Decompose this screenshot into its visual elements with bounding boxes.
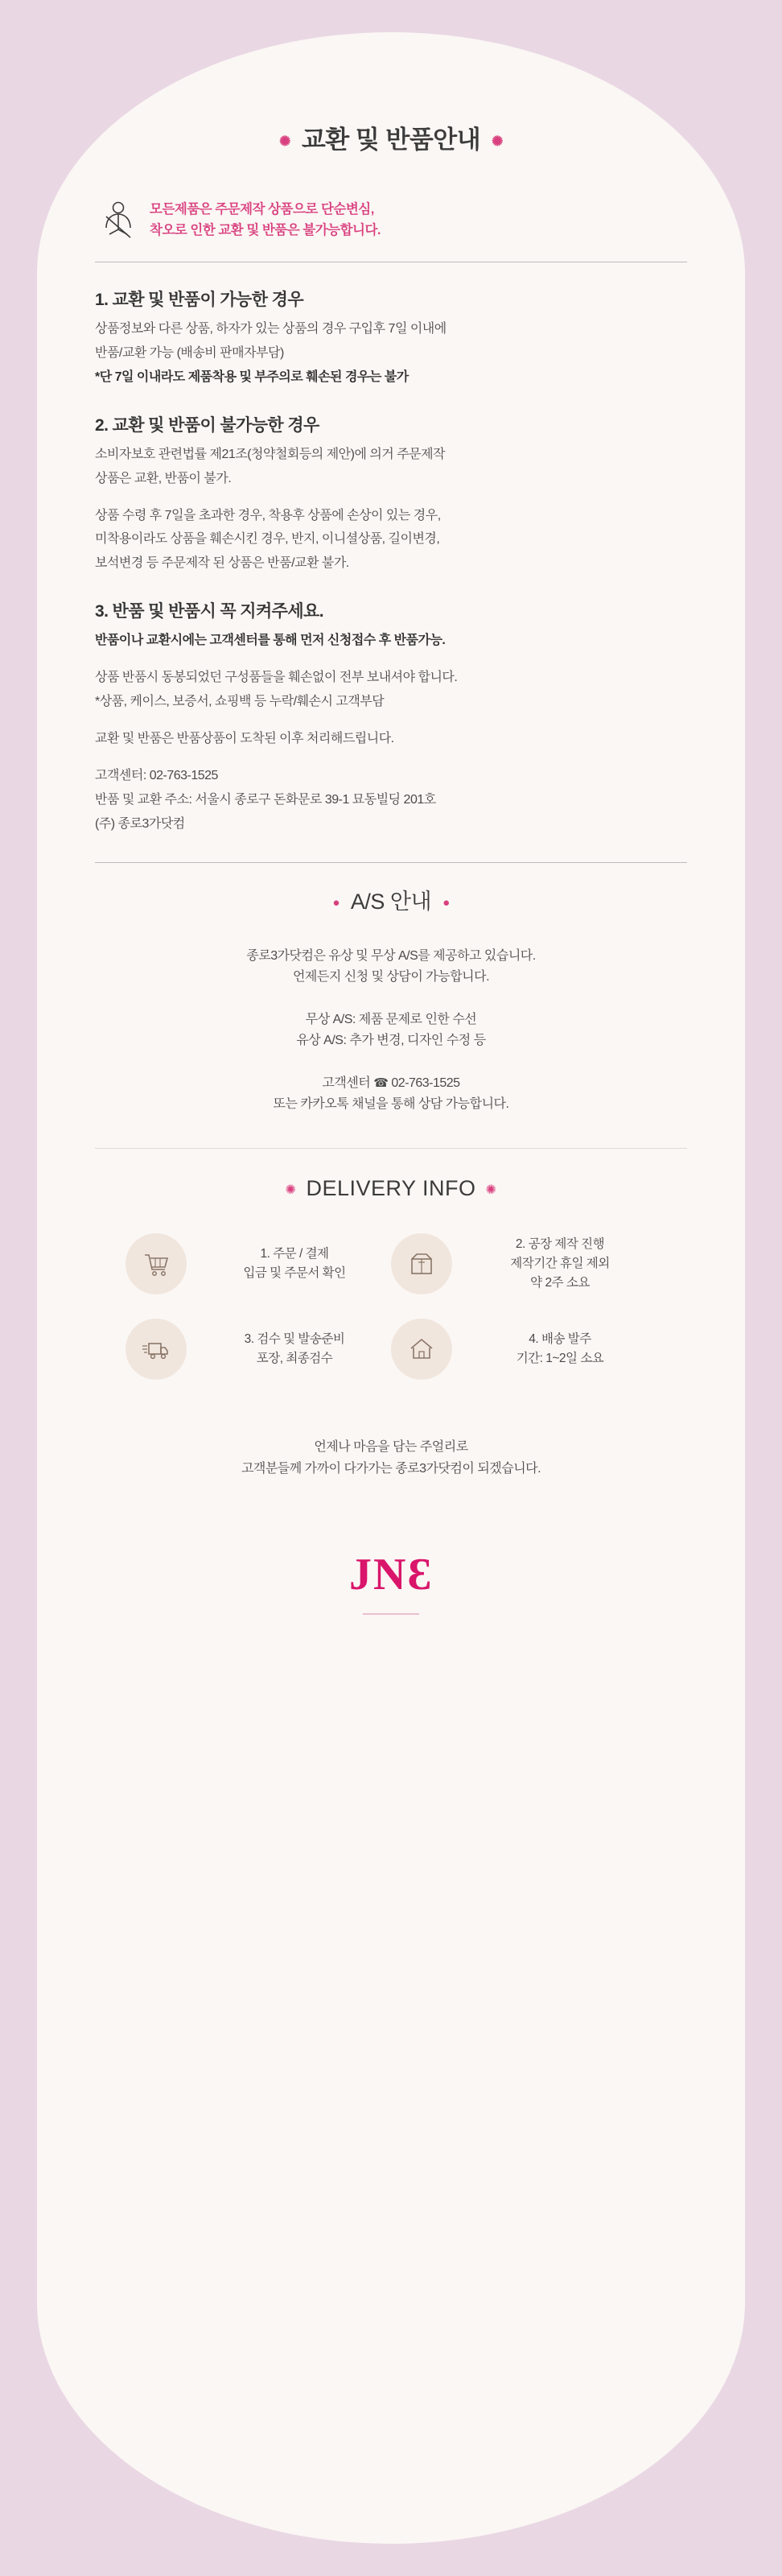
section-2-line-1: 소비자보호 관련법률 제21조(청약철회등의 제안)에 의거 주문제작 (95, 447, 446, 461)
section-2-line-4: 미착용이라도 상품을 훼손시킨 경우, 반지, 이니셜상품, 길이변경, (95, 532, 440, 547)
delivery-step-2-line-2: 제작기간 휴일 제외 (510, 1256, 610, 1270)
section-2-line-2: 상품은 교환, 반품이 불가. (95, 471, 232, 485)
delivery-steps-row-2 (95, 1319, 687, 1380)
as-g2-line-2: 유상 A/S: 추가 변경, 디자인 수정 등 (296, 1034, 486, 1048)
as-contact-phone: 02-763-1525 (391, 1075, 460, 1090)
delivery-title (95, 1176, 687, 1201)
section-1-line-3: *단 7일 이내라도 제품착용 및 부주의로 훼손된 경우는 불가 (95, 369, 409, 384)
delivery-steps (95, 1233, 687, 1380)
decor-left-icon: ✺ (279, 133, 290, 149)
box-icon (391, 1233, 452, 1294)
as-g2-line-1: 무상 A/S: 제품 문제로 인한 수선 (305, 1012, 477, 1026)
section-1-heading: 1. 교환 및 반품이 가능한 경우 (95, 291, 304, 309)
brand-logo-container (95, 1549, 687, 1615)
delivery-step-1-line-2: 입금 및 주문서 확인 (243, 1265, 346, 1280)
delivery-step-4-line-2: 기간: 1~2일 소요 (516, 1351, 604, 1365)
decor-right-icon: ✺ (492, 133, 503, 149)
page-title-text: 교환 및 반품안내 (301, 126, 481, 154)
delivery-step-3-line-1: 3. 검수 및 발송준비 (244, 1331, 345, 1346)
shopping-cart-icon (126, 1233, 187, 1294)
closing-line-2: 고객분들께 가까이 다가가는 종로3가닷컴이 되겠습니다. (241, 1462, 541, 1476)
as-g1-line-1: 종로3가닷컴은 유상 및 무상 A/S를 제공하고 있습니다. (246, 948, 536, 963)
no-exchange-person-icon (95, 197, 142, 244)
delivery-steps-row-1 (95, 1233, 687, 1294)
section-3-line-4: 교환 및 반품은 반품상품이 도착된 이후 처리해드립니다. (95, 731, 394, 745)
as-group-2 (95, 1009, 687, 1052)
delivery-step-2-line-3: 약 2주 소요 (530, 1275, 590, 1290)
as-body (95, 946, 687, 1116)
delivery-title-text: DELIVERY INFO (306, 1175, 476, 1200)
section-3-line-1: 반품이나 교환시에는 고객센터를 통해 먼저 신청접수 후 반품가능. (95, 634, 446, 648)
notice-line-2: 착오로 인한 교환 및 반품은 불가능합니다. (150, 223, 381, 237)
divider-as (95, 862, 687, 863)
truck-icon (126, 1319, 187, 1380)
delivery-step-2-text (463, 1235, 656, 1293)
decor-delivery-right-icon: ✺ (485, 1183, 497, 1197)
section-3-line-2: 상품 반품시 동봉되었던 구성품들을 훼손없이 전부 보내셔야 합니다. (95, 671, 458, 685)
delivery-step-3-line-2: 포장, 최종검수 (256, 1351, 333, 1365)
delivery-step-1-line-1: 1. 주문 / 결제 (260, 1246, 329, 1261)
delivery-step-4 (391, 1319, 656, 1380)
section-2-heading: 2. 교환 및 반품이 불가능한 경우 (95, 415, 319, 435)
closing-line-1: 언제나 마음을 담는 주얼리로 (314, 1439, 468, 1454)
delivery-step-1-text (198, 1245, 391, 1283)
section-3-heading: 3. 반품 및 반품시 꼭 지켜주세요. (95, 602, 323, 621)
delivery-step-1 (126, 1233, 391, 1294)
section-2-line-3: 상품 수령 후 7일을 초과한 경우, 착용후 상품에 손상이 있는 경우, (95, 508, 441, 522)
telephone-icon: ☎ (373, 1075, 389, 1090)
closing-message (95, 1436, 687, 1480)
notice-line-1: 모든제품은 주문제작 상품으로 단순변심, (150, 202, 374, 217)
as-group-3 (95, 1073, 687, 1116)
decor-delivery-left-icon: ✺ (285, 1183, 297, 1197)
delivery-step-4-text (463, 1330, 656, 1368)
section-1-line-2: 반품/교환 가능 (배송비 판매자부담) (95, 345, 284, 360)
content-container (95, 0, 687, 1615)
return-address-line-1: 반품 및 교환 주소: 서울시 종로구 돈화문로 39-1 묘동빌딩 201호 (95, 792, 436, 807)
as-g3-line-2: 또는 카카오톡 채널을 통해 상담 가능합니다. (273, 1097, 509, 1112)
section-1-line-1: 상품정보와 다른 상품, 하자가 있는 상품의 경우 구입후 7일 이내에 (95, 322, 447, 336)
delivery-step-4-line-1: 4. 배송 발주 (529, 1331, 591, 1346)
divider-delivery (95, 1148, 687, 1149)
as-title (95, 884, 687, 915)
decor-as-right-icon: ● (442, 895, 450, 910)
page-title (95, 0, 687, 155)
home-icon (391, 1319, 452, 1380)
as-g1-line-2: 언제든지 신청 및 상담이 가능합니다. (292, 970, 490, 985)
as-group-1 (95, 946, 687, 989)
notice-banner (95, 197, 687, 244)
delivery-step-3 (126, 1319, 391, 1380)
delivery-step-3-text (198, 1330, 391, 1368)
return-address-line-2: (주) 종로3가닷컴 (95, 816, 185, 831)
section-2-line-5: 보석변경 등 주문제작 된 상품은 반품/교환 불가. (95, 556, 349, 571)
logo-underline (363, 1613, 419, 1615)
as-contact-line (95, 1073, 687, 1095)
delivery-step-2-line-1: 2. 공장 제작 진행 (515, 1236, 605, 1251)
decor-as-left-icon: ● (332, 895, 340, 910)
notice-text (150, 200, 381, 241)
as-title-text: A/S 안내 (350, 889, 432, 914)
delivery-step-2 (391, 1233, 656, 1294)
as-contact-label: 고객센터 (322, 1075, 371, 1090)
customer-center-phone: 고객센터: 02-763-1525 (95, 768, 218, 782)
brand-logo: JNƐ (349, 1550, 433, 1600)
section-3-line-3: *상품, 케이스, 보증서, 쇼핑백 등 누락/훼손시 고객부담 (95, 695, 385, 709)
